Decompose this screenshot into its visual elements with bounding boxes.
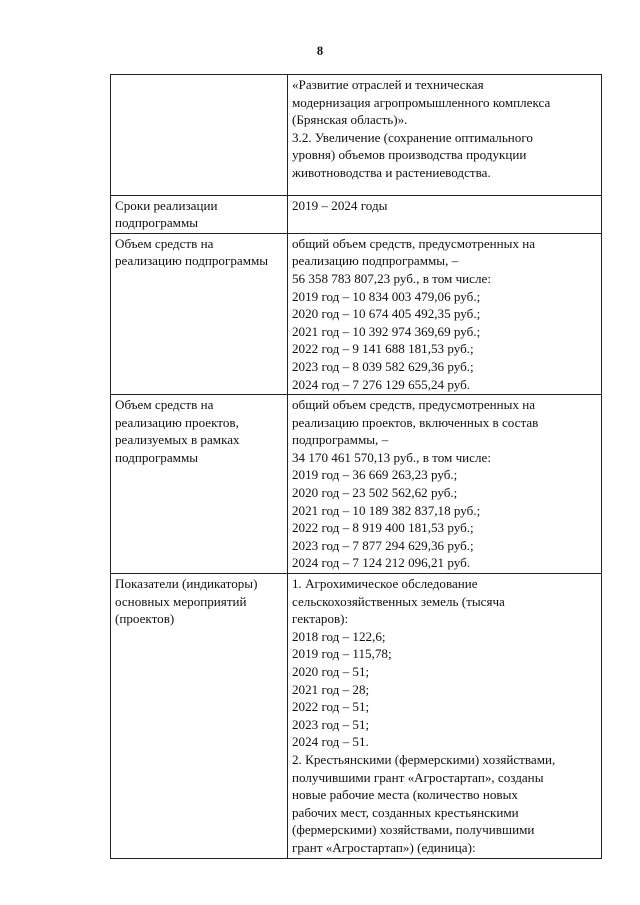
cell-spacer: [292, 182, 597, 194]
page-number: 8: [316, 44, 324, 58]
row-label-cell: [111, 75, 288, 196]
table-row: [111, 75, 602, 196]
content-line: реализацию подпрограммы, –: [292, 253, 459, 269]
row-label-cell: [111, 395, 288, 574]
content-line: 2018 год – 122,6;: [292, 628, 386, 644]
content-line: 2023 год – 7 877 294 629,36 руб.;: [292, 537, 474, 553]
content-line: (фермерскими) хозяйствами, получившими: [292, 822, 535, 838]
content-line: 2019 – 2024 годы: [292, 197, 388, 213]
label-line: Показатели (индикаторы): [115, 576, 258, 592]
content-line: модернизация агропромышленного комплекса: [292, 94, 551, 110]
content-line: 2022 год – 8 919 400 181,53 руб.;: [292, 520, 474, 536]
content-line: рабочих мест, созданных крестьянскими: [292, 804, 519, 820]
label-line: подпрограммы: [115, 215, 199, 231]
passport-table: [110, 74, 602, 859]
table-row: [111, 233, 602, 394]
row-content-cell: [288, 195, 602, 233]
row-label-cell: [111, 195, 288, 233]
content-line: 56 358 783 807,23 руб., в том числе:: [292, 270, 491, 286]
label-line: Сроки реализации: [115, 197, 218, 213]
content-line: 2024 год – 51.: [292, 734, 369, 750]
content-line: 2024 год – 7 124 212 096,21 руб.: [292, 555, 471, 571]
content-line: 2023 год – 51;: [292, 716, 370, 732]
content-line: сельскохозяйственных земель (тысяча: [292, 593, 505, 609]
content-line: общий объем средств, предусмотренных на: [292, 397, 536, 413]
row-content-cell: [288, 574, 602, 859]
label-line: реализацию проектов,: [115, 414, 239, 430]
label-line: Объем средств на: [115, 397, 214, 413]
row-label-cell: [111, 233, 288, 394]
content-line: общий объем средств, предусмотренных на: [292, 235, 536, 251]
content-line: получившими грант «Агростартап», созданы: [292, 769, 544, 785]
row-content-cell: [288, 233, 602, 394]
label-line: Объем средств на: [115, 235, 214, 251]
content-line: 2020 год – 23 502 562,62 руб.;: [292, 485, 458, 501]
table-row: [111, 395, 602, 574]
label-line: (проектов): [115, 611, 175, 627]
content-line: уровня) объемов производства продукции: [292, 147, 527, 163]
content-line: 2019 год – 115,78;: [292, 646, 392, 662]
content-line: (Брянская область)».: [292, 112, 408, 128]
label-line: основных мероприятий: [115, 593, 247, 609]
label-line: реализуемых в рамках: [115, 432, 240, 448]
content-line: 2019 год – 10 834 003 479,06 руб.;: [292, 288, 481, 304]
row-content-cell: [288, 75, 602, 196]
content-line: 2021 год – 10 189 382 837,18 руб.;: [292, 502, 481, 518]
content-line: реализацию проектов, включенных в состав: [292, 414, 539, 430]
table-row: [111, 574, 602, 859]
content-line: 2020 год – 10 674 405 492,35 руб.;: [292, 306, 481, 322]
content-line: 2021 год – 28;: [292, 681, 370, 697]
content-line: 2. Крестьянскими (фермерскими) хозяйствами,: [292, 751, 556, 767]
content-line: 34 170 461 570,13 руб., в том числе:: [292, 449, 491, 465]
content-line: 2022 год – 9 141 688 181,53 руб.;: [292, 341, 474, 357]
content-line: гектаров):: [292, 611, 349, 627]
label-line: подпрограммы: [115, 449, 199, 465]
row-content-cell: [288, 395, 602, 574]
content-line: 2021 год – 10 392 974 369,69 руб.;: [292, 323, 481, 339]
content-line: новые рабочие места (количество новых: [292, 787, 518, 803]
content-line: 2020 год – 51;: [292, 664, 370, 679]
row-label-cell: [111, 574, 288, 859]
content-line: 2019 год – 36 669 263,23 руб.;: [292, 467, 458, 483]
content-line: 2024 год – 7 276 129 655,24 руб.: [292, 376, 471, 392]
content-line: 2022 год – 51;: [292, 699, 370, 715]
content-line: 1. Агрохимическое обследование: [292, 576, 478, 592]
content-line: «Развитие отраслей и техническая: [292, 77, 484, 92]
table-row: [111, 195, 602, 233]
content-line: животноводства и растениеводства.: [292, 164, 491, 180]
content-line: 3.2. Увеличение (сохранение оптимального: [292, 129, 533, 145]
content-line: 2023 год – 8 039 582 629,36 руб.;: [292, 358, 474, 374]
label-line: реализацию подпрограммы: [115, 253, 269, 269]
content-line: грант «Агростартап») (единица):: [292, 839, 476, 855]
content-line: подпрограммы, –: [292, 432, 389, 448]
